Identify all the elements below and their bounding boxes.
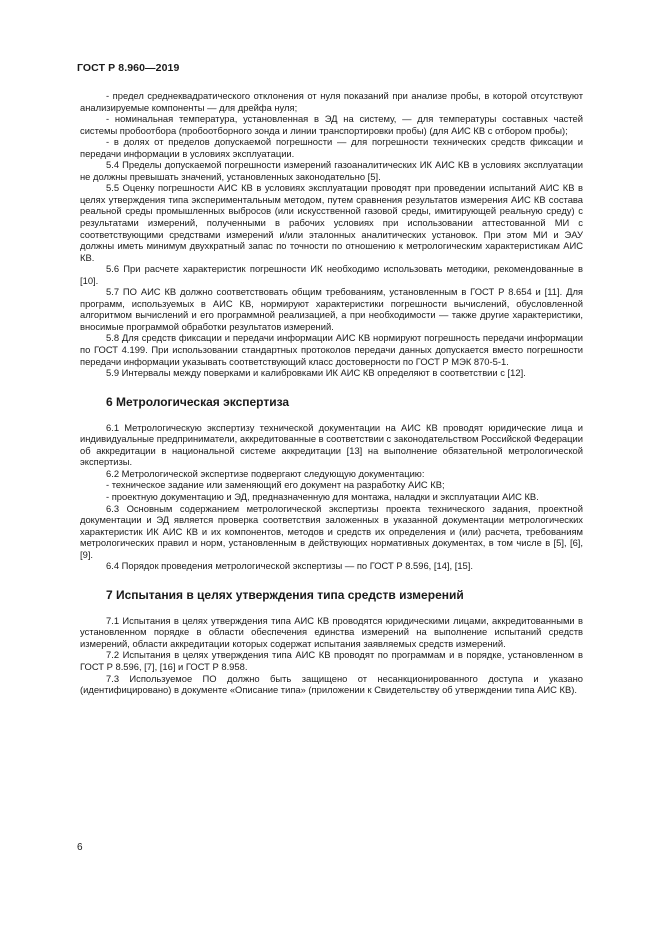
paragraph: 5.9 Интервалы между поверками и калибровками ИК АИС КВ определяют в соответствии с [12]. — [106, 367, 526, 379]
main-content — [80, 90, 583, 696]
paragraph: 5.7 ПО АИС КВ должно соответствовать общим требованиям, установленным в ГОСТ Р 8.654 и [11]. Для программ, используемых в АИС КВ, нормируют характеристики погрешности вычислений, обусловленной алгоритмом вычислений и его программной реализацией, а при необходимости — также другие характеристики, вносимые программой обработки результатов измерений. — [80, 286, 583, 332]
paragraph: 6.2 Метрологической экспертизе подвергают следующую документацию: — [106, 467, 425, 479]
section-heading-6: 6 Метрологическая экспертиза — [106, 394, 290, 409]
section-heading-7: 7 Испытания в целях утверждения типа средств измерений — [106, 587, 464, 602]
paragraph: - предел среднеквадратического отклонения от нуля показаний при анализе пробы, в которой отсутствуют анализируемые компоненты — для дрейфа нуля; — [80, 90, 583, 113]
paragraph: - в долях от пределов допускаемой погрешности — для погрешности технических средств фиксации и передачи информации в условиях эксплуатации. — [80, 136, 583, 159]
paragraph: 6.4 Порядок проведения метрологической экспертизы — по ГОСТ Р 8.596, [14], [15]. — [106, 560, 473, 572]
paragraph: 7.2 Испытания в целях утверждения типа АИС КВ проводят по программам и в порядке, установленном в ГОСТ Р 8.596, [7], [16] и ГОСТ Р 8.958. — [80, 649, 583, 672]
list-item: - проектную документацию и ЭД, предназначенную для монтажа, наладки и эксплуатации АИС КВ. — [106, 490, 539, 502]
list-item: - техническое задание или заменяющий его документ на разработку АИС КВ; — [106, 479, 445, 491]
paragraph: 5.8 Для средств фиксации и передачи информации АИС КВ нормируют погрешность передачи информации по ГОСТ 4.199. При использовании стандартных протоколов передачи данных допускается вместо погрешности передачи информации указывать соответствующий класс достоверности по ГОСТ Р МЭК 870-5-1. — [80, 332, 583, 367]
paragraph: 5.5 Оценку погрешности АИС КВ в условиях эксплуатации проводят при проведении испытаний АИС КВ в целях утверждения типа экспериментальным методом, путем сравнения результатов измерения АИС КВ состава реальной среды промышленных выбросов (или искусственной газовой среды, имитирующей реальную среду) с результатами измерений, полученными в рабочих условиях при использовании аттестованной МИ с соответствующими средствами измерений и/или эталонных аналитических установок. При этом МИ и ЭАУ должны иметь минимум двухкратный запас по точности по отношению к метрологическим характеристикам АИС КВ. — [80, 182, 583, 263]
paragraph: 5.4 Пределы допускаемой погрешности измерений газоаналитических ИК АИС КВ в условиях эксплуатации не должны превышать значений, установленных законодательно [5]. — [80, 159, 583, 182]
page-number: 6 — [77, 842, 83, 853]
paragraph: - номинальная температура, установленная в ЭД на систему, — для температуры составных частей системы пробоотбора (пробоотборного зонда и линии транспортировки пробы) (для АИС КВ с отбором пробы); — [80, 113, 583, 136]
paragraph: 6.1 Метрологическую экспертизу технической документации на АИС КВ проводят юридические лица и индивидуальные предприниматели, аккредитованные в соответствии с законодательством Российской Федерации об аккредитации в национальной системе аккредитации [13] на выполнение обязательной метрологической экспертизы. — [80, 421, 583, 468]
paragraph: 6.3 Основным содержанием метрологической экспертизы проекта технического задания, проектной документации и ЭД является проверка соответствия заложенных в указанной документации метрологических характеристик ИК АИС КВ и их компонентов, методов и средств их определения и (или) расчета, требованиям метрологических правил и норм, установленным в действующих нормативных документах, в том числе в [5], [6], [9]. — [80, 502, 583, 560]
paragraph: 7.1 Испытания в целях утверждения типа АИС КВ проводятся юридическими лицами, аккредитованными в установленном порядке в области обеспечения единства измерений на выполнение испытаний средств измерений, области аккредитации которых содержат испытания заявляемых средств измерений. — [80, 614, 583, 649]
running-header: ГОСТ Р 8.960—2019 — [77, 62, 180, 74]
paragraph: 7.3 Используемое ПО должно быть защищено от несанкционированного доступа и указано (идентифицировано) в документе «Описание типа» (приложении к Свидетельству об утверждении типа АИС КВ). — [80, 672, 583, 696]
paragraph: 5.6 При расчете характеристик погрешности ИК необходимо использовать методики, рекомендованные в [10]. — [80, 263, 583, 286]
